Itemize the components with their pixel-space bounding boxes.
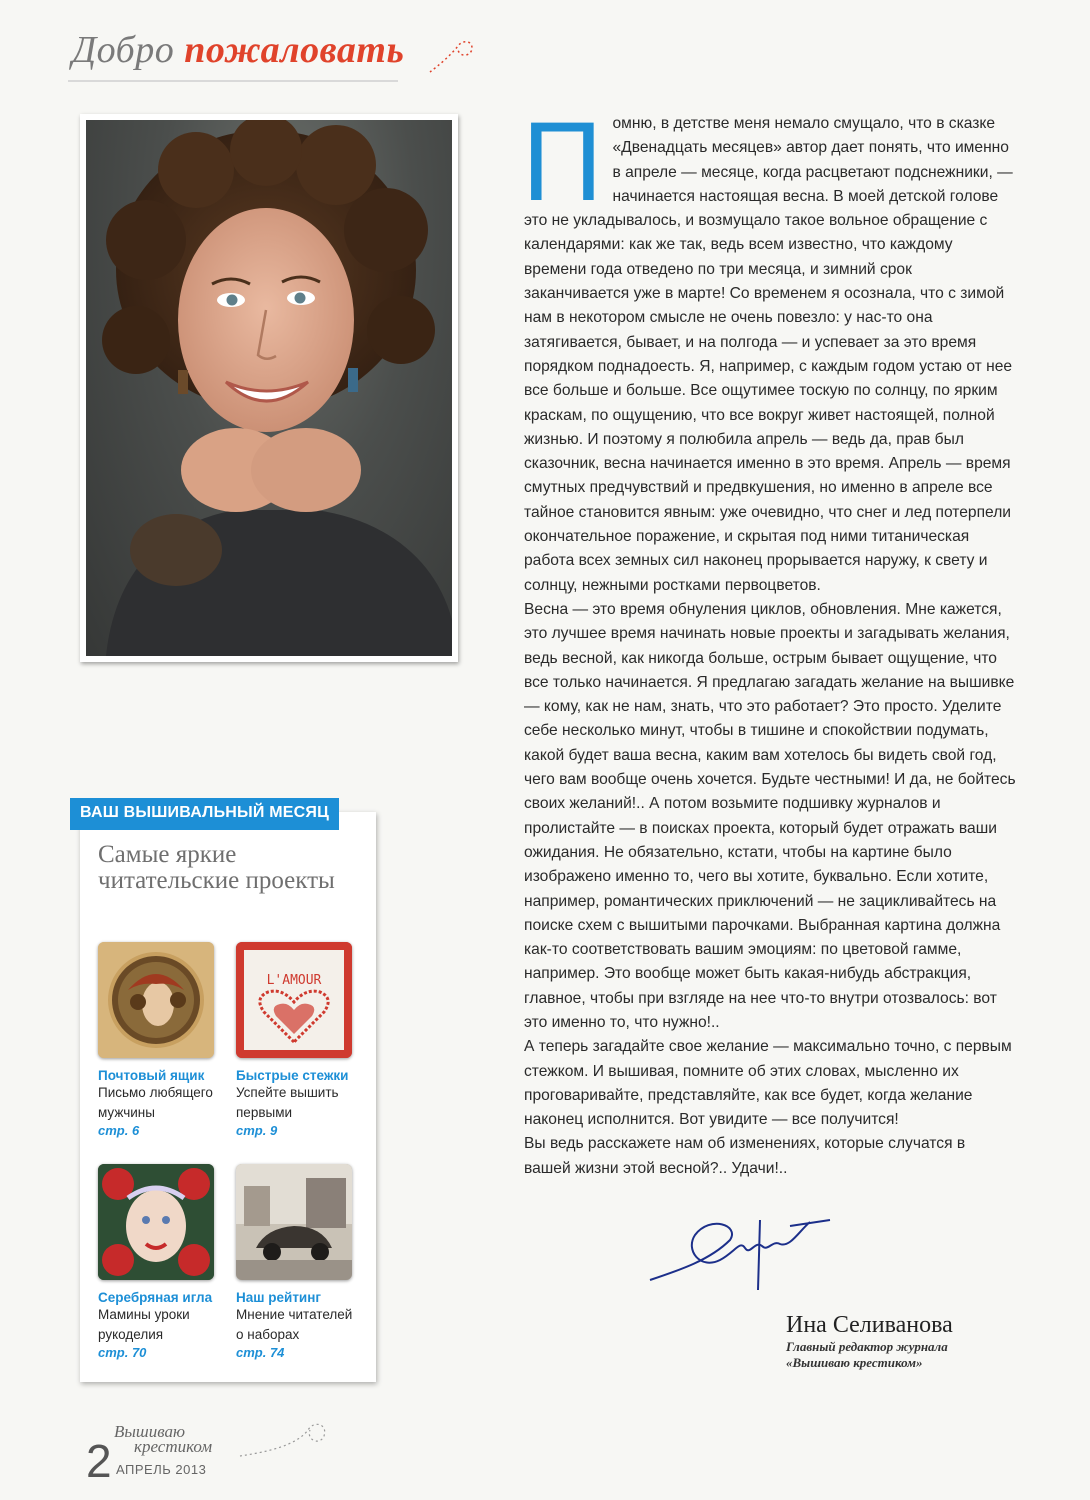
thumb-lamour-text: L'AMOUR (266, 973, 322, 988)
project-item-silver-needle[interactable] (98, 1164, 224, 1360)
art-nouveau-woman-icon (98, 942, 214, 1058)
winter-face-icon (98, 1164, 214, 1280)
project-item-rating[interactable] (236, 1164, 362, 1360)
monthly-projects-box (80, 804, 376, 1382)
project-item-page: стр. 74 (236, 1345, 285, 1360)
thumb-vintage-car (236, 1164, 352, 1280)
project-item-page: стр. 70 (98, 1345, 147, 1360)
section-title-part1: Добро (72, 29, 175, 71)
footer-dotted-curl-icon (236, 1416, 336, 1466)
author-name: Ина Селиванова (786, 1312, 953, 1338)
vintage-car-icon (236, 1164, 352, 1280)
portrait-illustration (86, 120, 452, 656)
project-item-page: стр. 9 (236, 1123, 278, 1138)
project-item-title: Серебряная игла (98, 1290, 213, 1305)
article-paragraph: А теперь загадайте свое желание — максимально точно, с первым стежком. И вышивая, помните об этих словах, мысленно их проговаривайте, представляйте, как все будет, когда желание наконец исполнится. Вот увидите — все получится! (524, 1038, 1012, 1129)
header-underline (68, 80, 398, 82)
page-footer (86, 1416, 346, 1486)
issue-date: АПРЕЛЬ 2013 (116, 1462, 207, 1477)
project-item-title: Почтовый ящик (98, 1068, 205, 1083)
project-item-mailbox[interactable] (98, 942, 224, 1138)
lamour-heart-icon (236, 942, 352, 1058)
author-role-line1: Главный редактор журнала (786, 1339, 948, 1354)
handwritten-signature (640, 1200, 840, 1300)
editor-letter (522, 99, 1016, 1181)
project-item-desc: Успейте вышить первыми (236, 1085, 339, 1120)
thumb-art-nouveau (98, 942, 214, 1058)
project-item-title: Наш рейтинг (236, 1290, 322, 1305)
box-heading: Самые яркие читательские проекты (98, 841, 335, 894)
dotted-curl-icon (428, 36, 478, 76)
page-header (72, 28, 432, 78)
project-item-page: стр. 6 (98, 1123, 140, 1138)
section-title (72, 28, 432, 72)
drop-cap: П (522, 99, 603, 224)
project-item-quick-stitches[interactable] (236, 942, 362, 1138)
thumb-winter-face (98, 1164, 214, 1280)
project-item-desc: Письмо любящего мужчины (98, 1085, 213, 1120)
magazine-logo-line2: крестиком (134, 1437, 213, 1456)
project-item-desc: Мнение читателей о наборах (236, 1307, 353, 1342)
project-item-desc: Мамины уроки рукоделия (98, 1307, 190, 1342)
section-title-part2: пожаловать (184, 29, 405, 71)
author-block (786, 1312, 1026, 1371)
article-paragraph: омню, в детстве меня немало смущало, что в сказке «Двенадцать месяцев» автор дает понять, что именно в апреле — месяце, когда расцветают подснежники, — начинается настоящая весна. В моей детской голове это не укладывалось, и возмущало такое вольное обращение с календарями: как же так, ведь всем известно, что каждому времени года отведено по три месяца, и зимний срок заканчивается уже в марте! Со временем я осознала, что с зимой нам в некотором смысле не очень повезло: у нас-то она затягивается, бывает, и на полгода — и успевает за это время порядком поднадоесть. Я, например, с каждым годом устаю от нее все больше и больше. Все ощутимее тоскую по солнцу, по ярким краскам, по ощущению, что все вокруг живет настоящей, полной жизнью. И поэтому я полюбила апрель — ведь да, прав был сказочник, весна начинается именно в это время. Апрель — время смутных предчувствий и предвкушения, но именно в апреле все тайное становится явным: уже очевидно, что снег и лед потерпели окончательное поражение, и скрытая под ними титаническая работа всех земных сил наконец прорывается наружу, к свету и солнцу, нежными ростками первоцветов. (524, 115, 1013, 594)
project-item-title: Быстрые стежки (236, 1068, 349, 1083)
page-number: 2 (86, 1435, 112, 1487)
author-role-line2: «Вышиваю крестиком» (786, 1355, 923, 1370)
magazine-logo-line1: Вышиваю (114, 1422, 185, 1441)
article-paragraph: Весна — это время обнуления циклов, обновления. Мне кажется, это лучшее время начинать новые проекты и загадывать желания, ведь весной, как никогда больше, острым бывает ощущение, что все только начинается. Я предлагаю загадать желание на вышивке — кому, как не нам, знать, что это работает? Это просто. Уделите себе несколько минут, чтобы в тишине и спокойствии подумать, какой будет ваша весна, каким вам хотелось бы видеть свой год, чего вам вообще очень хочется. Будьте честными! И да, не бойтесь своих желаний!.. А потом возьмите подшивку журналов и пролистайте — в поисках проекта, который будет отражать ваши ожидания. Не обязательно, кстати, чтобы на картине было изображено именно то, чего вы хотите, буквально. Если хотите, например, романтических приключений — не зацикливайтесь на поиске схем с вышитыми парочками. Выбранная картина должна как-то соответствовать вашим эмоциям: по цветовой гамме, например. Это вообще может быть какая-нибудь абстракция, главное, чтобы при взгляде на нее что-то внутри отозвалось: вот это именно то, что нужно!.. (524, 600, 1016, 1031)
thumb-lamour (236, 942, 352, 1058)
editor-photo-frame (80, 114, 458, 662)
box-tab-label: ВАШ ВЫШИВАЛЬНЫЙ МЕСЯЦ (70, 798, 339, 830)
article-paragraph: Вы ведь расскажете нам об изменениях, которые случатся в вашей жизни этой весной?.. Удачи!.. (524, 1135, 966, 1177)
editor-portrait (86, 120, 452, 656)
magazine-logo (114, 1424, 212, 1454)
